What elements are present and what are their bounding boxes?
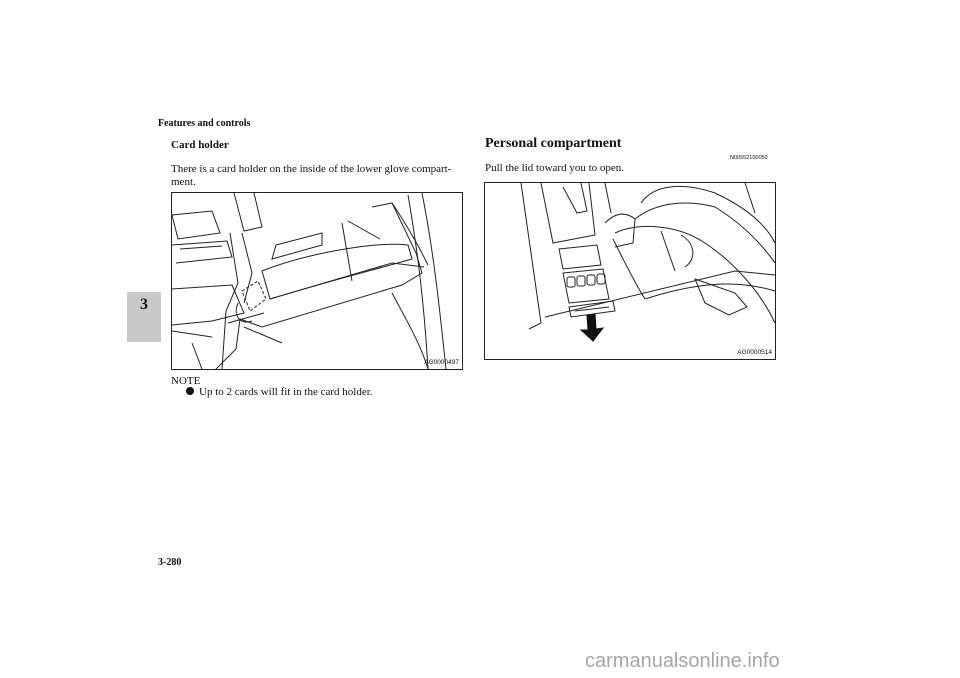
watermark: carmanualsonline.info bbox=[585, 650, 780, 672]
reference-code: N00552100050 bbox=[730, 155, 768, 161]
note-label: NOTE bbox=[171, 375, 201, 387]
personal-compartment-text: Pull the lid toward you to open. bbox=[485, 162, 625, 174]
arrow-down-icon bbox=[581, 314, 603, 341]
note-item bbox=[186, 386, 373, 398]
card-holder-illustration bbox=[172, 193, 462, 369]
card-holder-heading: Card holder bbox=[171, 139, 229, 151]
personal-compartment-illustration bbox=[485, 183, 775, 359]
figure-code: AG0000514 bbox=[737, 349, 772, 356]
note-item-text: Up to 2 cards will fit in the card holder. bbox=[199, 386, 373, 398]
personal-compartment-heading: Personal compartment bbox=[485, 136, 622, 151]
page-number: 3-280 bbox=[158, 557, 182, 568]
figure-code: AG0000497 bbox=[424, 359, 459, 366]
card-holder-text: There is a card holder on the inside of the lower glove compart-ment. bbox=[171, 163, 452, 188]
personal-compartment-figure bbox=[484, 182, 776, 360]
section-header: Features and controls bbox=[158, 118, 251, 129]
chapter-number: 3 bbox=[140, 296, 148, 313]
bullet-icon bbox=[186, 387, 194, 395]
card-holder-figure bbox=[171, 192, 463, 370]
